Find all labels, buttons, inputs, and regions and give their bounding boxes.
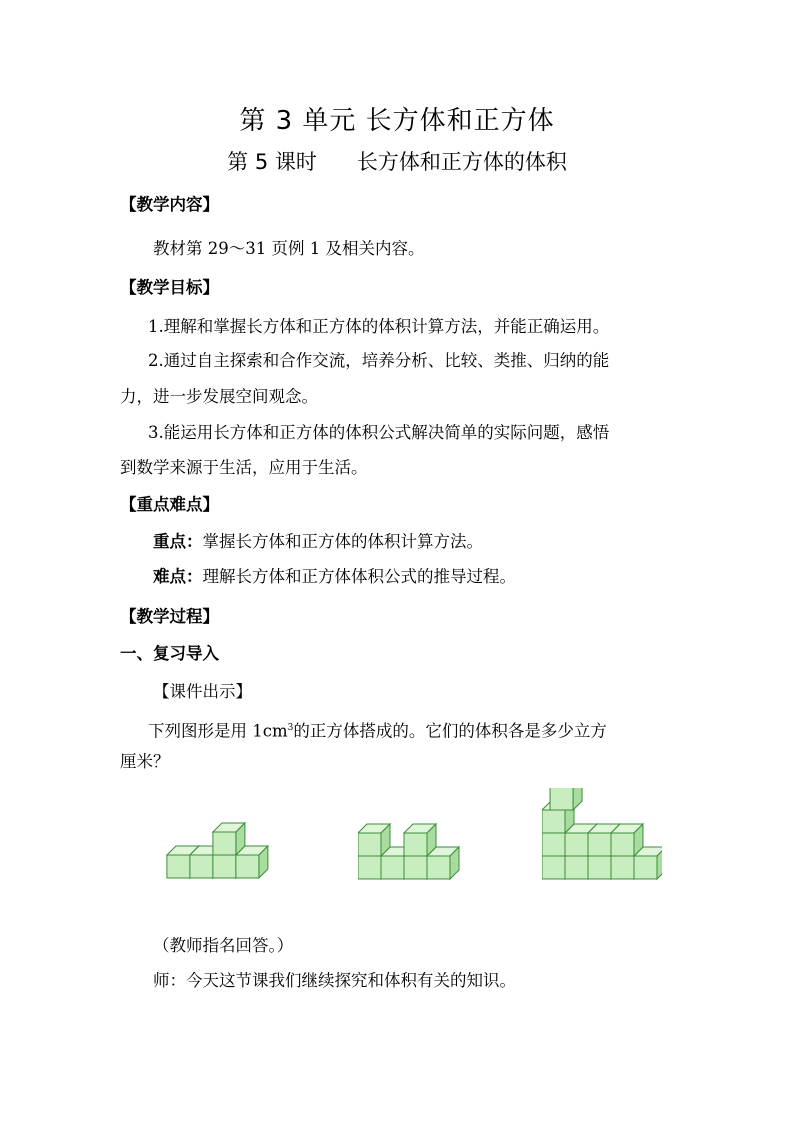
goal-1: 1.理解和掌握长方体和正方体的体积计算方法，并能正确运用。 bbox=[148, 317, 610, 336]
teacher-statement: 师：今天这节课我们继续探究和体积有关的知识。 bbox=[153, 971, 516, 990]
cube bbox=[358, 824, 390, 856]
teacher-note: （教师指名回答。） bbox=[153, 936, 294, 955]
cube bbox=[550, 788, 582, 810]
courseware-label: 【课件出示】 bbox=[153, 682, 252, 701]
key-text: 掌握长方体和正方体的体积计算方法。 bbox=[202, 532, 483, 551]
section-heading-key: 【重点难点】 bbox=[120, 495, 219, 514]
cube bbox=[611, 824, 643, 856]
question-post: 的正方体搭成的。它们的体积各是多少立方 bbox=[293, 721, 607, 741]
goal-3-line-2: 到数学来源于生活，应用于生活。 bbox=[120, 458, 368, 477]
cube bbox=[404, 824, 436, 856]
cube-figure-3 bbox=[542, 788, 662, 888]
section-heading-content: 【教学内容】 bbox=[120, 195, 219, 214]
cube bbox=[213, 823, 245, 855]
cubic-superscript: 3 bbox=[287, 723, 294, 733]
lesson-subtitle bbox=[0, 146, 794, 176]
lesson-number: 第 5 课时 bbox=[227, 150, 317, 174]
key-label: 重点： bbox=[153, 532, 203, 551]
lesson-topic: 长方体和正方体的体积 bbox=[356, 150, 567, 174]
section-heading-process: 【教学过程】 bbox=[120, 607, 219, 626]
content-text: 教材第 29～31 页例 1 及相关内容。 bbox=[153, 239, 425, 258]
goal-3-line-1: 3.能运用长方体和正方体的体积公式解决简单的实际问题，感悟 bbox=[148, 423, 610, 442]
question-line-1 bbox=[148, 717, 607, 743]
review-heading: 一、复习导入 bbox=[120, 644, 219, 663]
key-point bbox=[153, 531, 483, 553]
unit-title: 第 3 单元 长方体和正方体 bbox=[239, 106, 555, 136]
section-heading-goals: 【教学目标】 bbox=[120, 278, 219, 297]
difficult-label: 难点： bbox=[153, 567, 203, 586]
question-line-2: 厘米？ bbox=[120, 752, 170, 771]
difficult-text: 理解长方体和正方体体积公式的推导过程。 bbox=[202, 567, 516, 586]
question-pre: 下列图形是用 1cm bbox=[148, 721, 288, 741]
difficult-point bbox=[153, 566, 516, 588]
goal-2-line-2: 力，进一步发展空间观念。 bbox=[120, 387, 318, 406]
cube-figure-2 bbox=[358, 818, 470, 888]
goal-2-line-1: 2.通过自主探索和合作交流，培养分析、比较、类推、归纳的能 bbox=[148, 351, 610, 370]
cube-figure-1 bbox=[160, 810, 290, 888]
